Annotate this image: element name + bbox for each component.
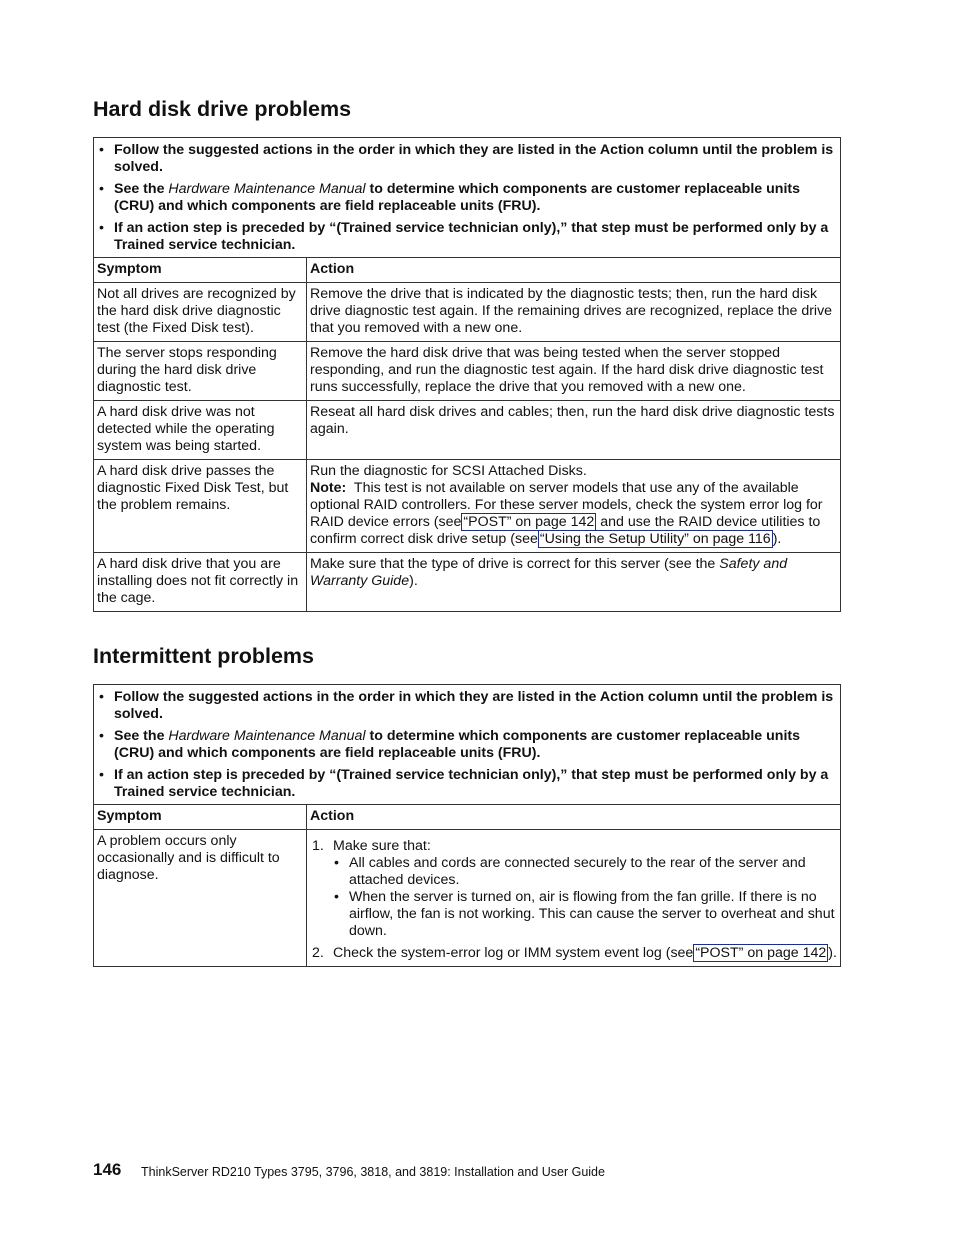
link-post-page-142[interactable]: “POST” on page 142 (695, 945, 827, 961)
instruction-item: • Follow the suggested actions in the order in which they are listed in the Action column until the problem is solved. (99, 689, 834, 722)
bullet-icon: • (99, 767, 104, 783)
instruction-item: • If an action step is preceded by “(Trained service technician only),” that step must be performed only by a Trained service technician. (99, 220, 829, 253)
column-header-action: Action (307, 805, 841, 830)
action-line: Run the diagnostic for SCSI Attached Disks. (310, 463, 587, 479)
table-header-row (94, 805, 841, 830)
column-header-action: Action (307, 258, 841, 283)
table-row (94, 401, 841, 460)
bullet-icon: • (99, 689, 104, 705)
instruction-item: • Follow the suggested actions in the order in which they are listed in the Action column until the problem is solved. (99, 142, 834, 175)
instructions-cell (94, 685, 841, 805)
table-row (94, 553, 841, 612)
table-row (94, 283, 841, 342)
action-steps (310, 838, 837, 962)
symptom-cell: A hard disk drive was not detected while the operating system was being started. (94, 401, 307, 460)
bullet-icon: • (99, 220, 104, 236)
symptom-cell: The server stops responding during the hard disk drive diagnostic test. (94, 342, 307, 401)
step-number: 2. (312, 945, 324, 961)
table-row (94, 830, 841, 967)
link-post-page-142[interactable]: “POST” on page 142 (463, 514, 595, 530)
intermittent-problems-table (93, 684, 841, 967)
page-number: 146 (93, 1160, 122, 1179)
table-header-row (94, 258, 841, 283)
symptom-cell: A hard disk drive that you are installing does not fit correctly in the cage. (94, 553, 307, 612)
table-row (94, 460, 841, 553)
symptom-cell: A hard disk drive passes the diagnostic Fixed Disk Test, but the problem remains. (94, 460, 307, 553)
action-cell (307, 830, 841, 967)
footer-title: ThinkServer RD210 Types 3795, 3796, 3818, and 3819: Installation and User Guide (141, 1165, 605, 1179)
note-paragraph: Note: This test is not available on server models that use any of the available optional RAID controllers. For these server models, check the system error log for RAID device errors (see “POST” on page 142 and use the RAID device utilities to confirm correct disk drive setup (see “Using the Setup Utility” on page 116 ). (310, 480, 823, 547)
action-cell (307, 460, 841, 553)
action-cell: Remove the hard disk drive that was being tested when the server stopped responding, and run the diagnostic test again. If the hard disk drive diagnostic test runs successfully, replace the drive that you removed with a new one. (307, 342, 841, 401)
bullet-icon: • (99, 181, 104, 197)
hard-disk-problems-table (93, 137, 841, 612)
action-step: 1. Make sure that: • All cables and cords are connected securely to the rear of the server and attached devices. • When the server is turned on, air is flowing from the fan grille. If there is no airflow, the fan is not working. This can cause the server to overheat and shut down. (310, 838, 837, 940)
note-label: Note: (310, 480, 347, 496)
column-header-symptom: Symptom (94, 805, 307, 830)
action-cell: Make sure that the type of drive is correct for this server (see the Safety and Warranty Guide). (307, 553, 841, 612)
bullet-icon: • (99, 728, 104, 744)
table-row (94, 342, 841, 401)
link-setup-utility-page-116[interactable]: “Using the Setup Utility” on page 116 (539, 531, 771, 547)
action-cell: Reseat all hard disk drives and cables; then, run the hard disk drive diagnostic tests again. (307, 401, 841, 460)
instruction-item: • See the Hardware Maintenance Manual to determine which components are customer replaceable units (CRU) and which components are field replaceable units (FRU). (99, 181, 801, 214)
instructions-cell (94, 138, 841, 258)
section-title-intermittent: Intermittent problems (93, 644, 314, 668)
sub-step: • All cables and cords are connected securely to the rear of the server and attached devices. (334, 855, 806, 888)
step-number: 1. (312, 838, 324, 854)
bullet-icon: • (334, 889, 339, 905)
instruction-item: • If an action step is preceded by “(Trained service technician only),” that step must be performed only by a Trained service technician. (99, 767, 829, 800)
bullet-icon: • (99, 142, 104, 158)
symptom-cell: Not all drives are recognized by the hard disk drive diagnostic test (the Fixed Disk test). (94, 283, 307, 342)
action-step: 2. Check the system-error log or IMM system event log (see “POST” on page 142 ). (312, 945, 837, 961)
action-cell: Remove the drive that is indicated by the diagnostic tests; then, run the hard disk drive diagnostic test again. If the remaining drives are recognized, replace the drive that you removed with a new one. (307, 283, 841, 342)
bullet-icon: • (334, 855, 339, 871)
sub-step: • When the server is turned on, air is flowing from the fan grille. If there is no airflow, the fan is not working. This can cause the server to overheat and shut down. (334, 889, 835, 939)
section-title-hard-disk: Hard disk drive problems (93, 97, 352, 121)
symptom-cell: A problem occurs only occasionally and is difficult to diagnose. (94, 830, 307, 967)
instruction-item: • See the Hardware Maintenance Manual to determine which components are customer replaceable units (CRU) and which components are field replaceable units (FRU). (99, 728, 801, 761)
sub-steps (333, 855, 837, 940)
column-header-symptom: Symptom (94, 258, 307, 283)
